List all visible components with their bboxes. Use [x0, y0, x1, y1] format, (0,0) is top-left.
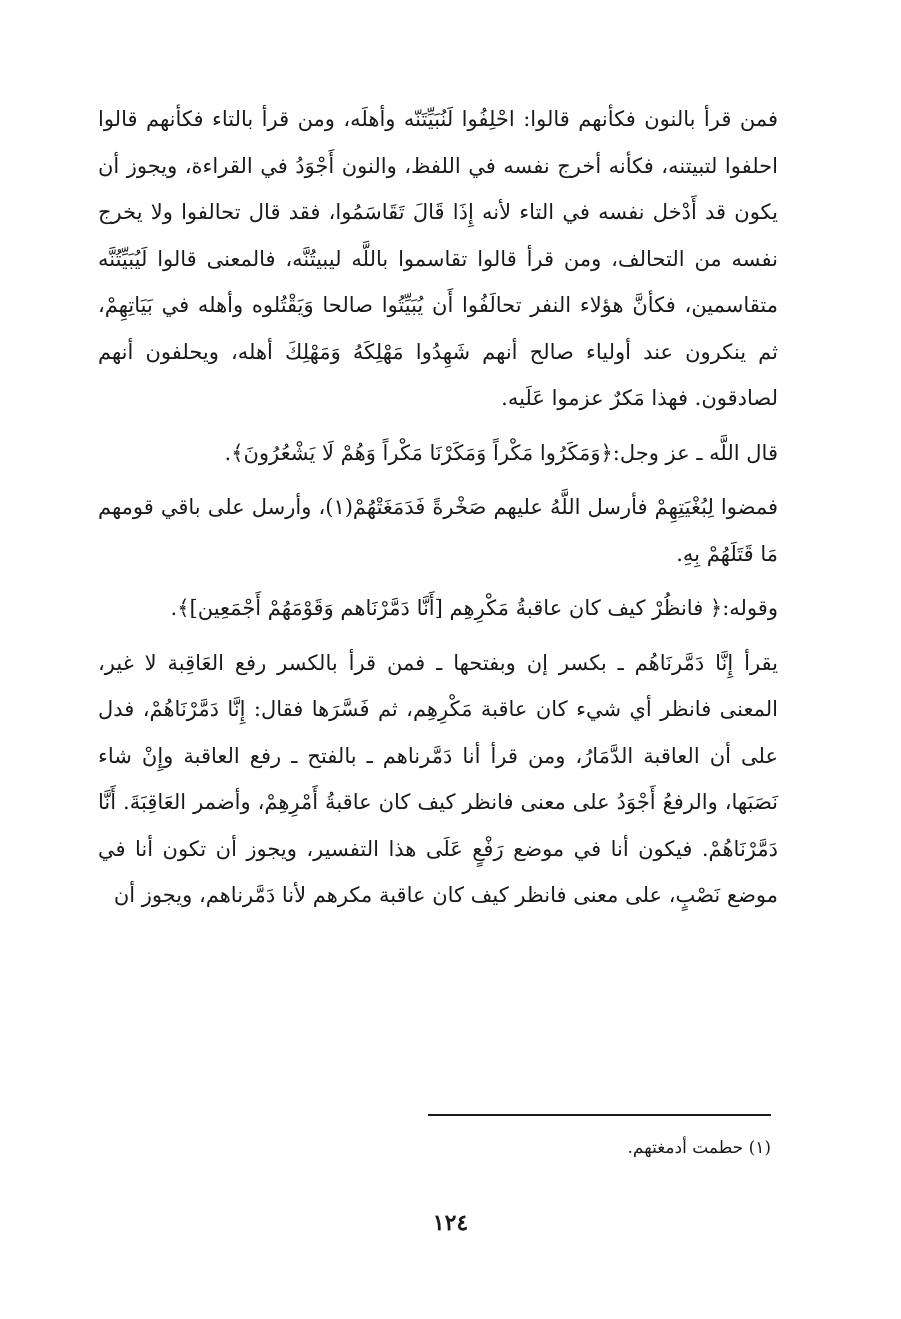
footnote: (١) حطمت أدمغتهم.: [627, 1138, 771, 1158]
paragraph-2-quran-verse: قال اللَّه ـ عز وجل:﴿وَمَكَرُوا مَكْراً وَمَكَرْنَا مَكْراً وَهُمْ لَا يَشْعُرُونَ﴾.: [224, 440, 778, 465]
page-number: ١٢٤: [432, 1210, 469, 1236]
paragraph-4-quran-verse: وقوله:﴿ فانظُرْ كيف كان عاقبةُ مَكْرِهِم [أَنَّا دَمَّرْنَاهم وَقَوْمَهُمْ أَجْمَعِين]﴾.: [170, 596, 778, 620]
main-text: [98, 96, 778, 927]
footnote-divider: [428, 1114, 771, 1116]
paragraph-3: فمضوا لِبُغْيَتِهِمْ فأرسل اللَّهُ عليهم صَخْرةً فَدَمَغَتْهُمْ(١)، وأرسل على باقي قومهم مَا قَتَلَهُمْ بِهِ.: [98, 495, 779, 566]
paragraph-5: يقرأ إِنَّا دَمَّرنَاهُم ـ بكسر إن وبفتحها ـ فمن قرأ بالكسر رفع العَاقِبة لا غير، المعنى فانظر أي شيء كان عاقبة مَكْرِهِم، ثم فَسَّرَها فقال: إِنَّا دَمَّرْنَاهُمْ، فدل على أن العاقبة الدَّمَارُ، ومن قرأ أنا دَمَّرناهم ـ بالفتح ـ رفع العاقبة وإِنْ شاء نَصَبَها، والرفعُ أَجْوَدُ على معنى فانظر كيف كان عاقبةُ أَمْرِهِمْ، وأضمر العَاقِبَةَ. أَنَّا دَمَّرْنَاهُمْ. فيكون أنا في موضع رَفْعٍ عَلَى هذا التفسير، ويجوز أن تكون أنا في موضع نَصْبٍ، على معنى فانظر كيف كان عاقبة مكرهم لأنا دَمَّرناهم، ويجوز أن: [98, 650, 778, 907]
paragraph-1: فمن قرأ بالنون فكأنهم قالوا: احْلِفُوا لَنُبَيِّتَنّه وأهلَه، ومن قرأ بالتاء فكأنهم قالوا احلفوا لتبيتنه، فكأنه أخرج نفسه في اللفظ، والنون أَجْوَدُ في القراءة، ويجوز أن يكون قد أَدْخل نفسه في التاء لأنه إِذَا قَالَ تَقَاسَمُوا، فقد قال تحالفوا ولا يخرج نفسه من التحالف، ومن قرأ قالوا تقاسموا باللَّه ليبيتُنَّه، فالمعنى قالوا لَيُبَيِّتُنَّه متقاسمين، فكأنَّ هؤلاء النفر تحالَفُوا أَن يُبَيِّتُوا صالحا وَيَقْتُلوه وأهله في بَيَاتِهِمْ، ثم ينكرون عند أولياء صالح أنهم شَهِدُوا مَهْلِكَهُ وَمَهْلِكَ أهله، ويحلفون أنهم لصادقون. فهذا مَكرٌ عزموا عَلَيه.: [98, 107, 778, 410]
